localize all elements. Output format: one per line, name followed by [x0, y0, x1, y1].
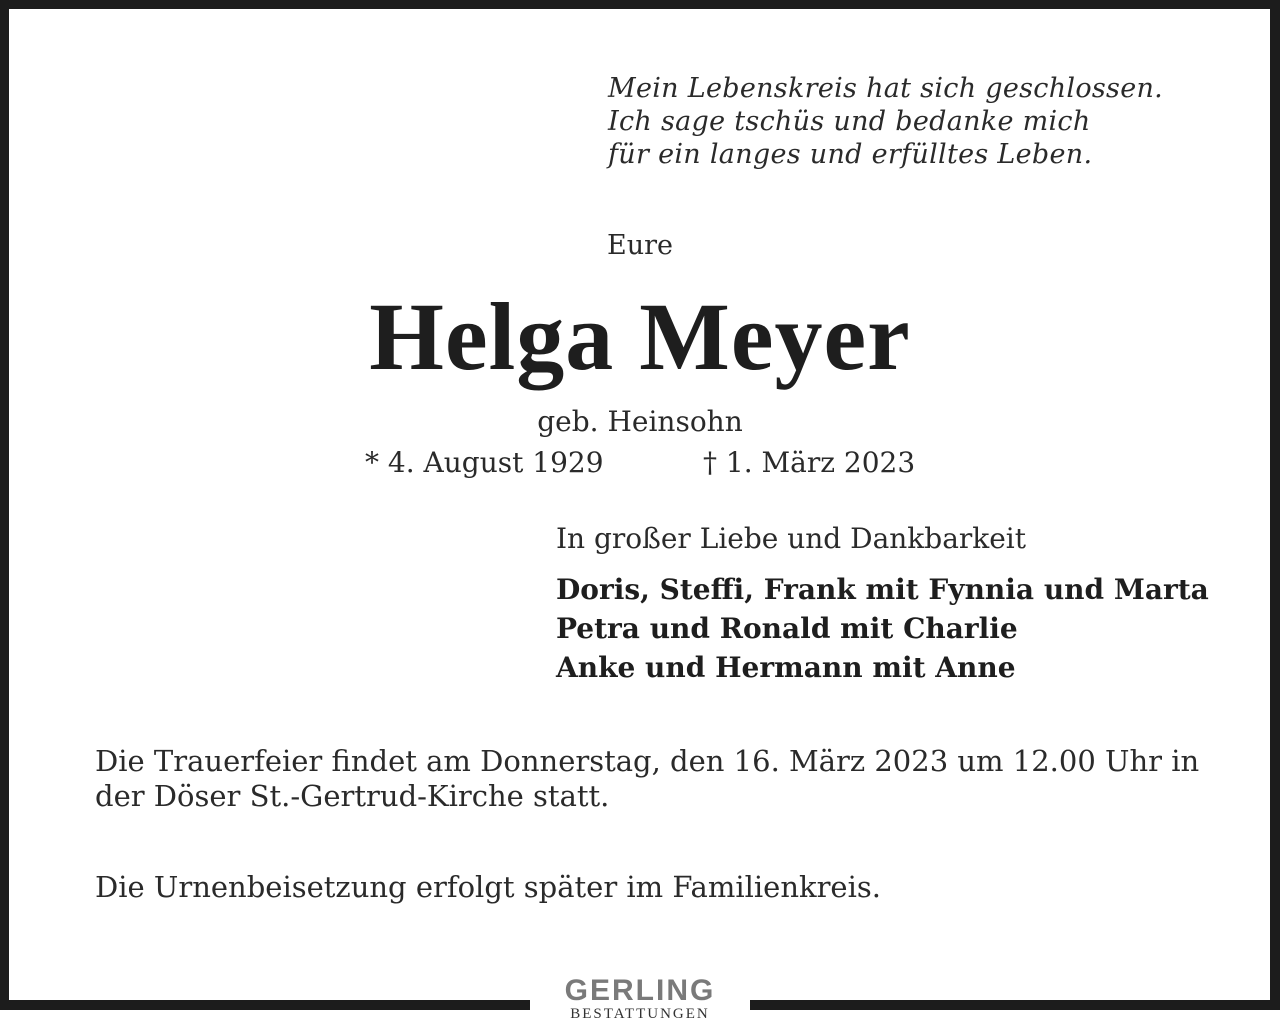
- mourner-line: Petra und Ronald mit Charlie: [556, 612, 1018, 645]
- mourners-list: [556, 570, 1209, 687]
- frame-left-border: [0, 0, 9, 1010]
- ceremony-notice: [95, 744, 1200, 814]
- frame-right-border: [1270, 0, 1280, 1010]
- urn-notice: Die Urnenbeisetzung erfolgt später im Familienkreis.: [95, 870, 881, 904]
- funeral-home-logo: [540, 976, 740, 1022]
- motto-line: Ich sage tschüs und bedanke mich: [608, 106, 1091, 137]
- maiden-name: geb. Heinsohn: [537, 405, 743, 438]
- frame-bottom-left-border: [0, 1000, 530, 1010]
- mourner-line: Anke und Hermann mit Anne: [556, 651, 1016, 684]
- deceased-name: Helga Meyer: [369, 283, 911, 390]
- mourner-line: Doris, Steffi, Frank mit Fynnia und Marta: [556, 573, 1209, 606]
- ceremony-line: der Döser St.-Gertrud-Kirche statt.: [95, 779, 610, 813]
- frame-top-border: [0, 0, 1280, 9]
- frame-bottom-right-border: [750, 1000, 1280, 1010]
- death-date: † 1. März 2023: [703, 446, 916, 479]
- mourners-intro: In großer Liebe und Dankbarkeit: [556, 522, 1027, 555]
- motto-verse: [608, 72, 1163, 171]
- motto-line: für ein langes und erfülltes Leben.: [608, 139, 1093, 170]
- salutation: Eure: [607, 230, 673, 261]
- funeral-home-subtitle: BESTATTUNGEN: [570, 1006, 710, 1022]
- funeral-home-name: GERLING: [564, 974, 716, 1007]
- birth-date: * 4. August 1929: [365, 446, 604, 479]
- ceremony-line: Die Trauerfeier findet am Donnerstag, den 16. März 2023 um 12.00 Uhr in: [95, 744, 1200, 778]
- motto-line: Mein Lebenskreis hat sich geschlossen.: [608, 73, 1164, 104]
